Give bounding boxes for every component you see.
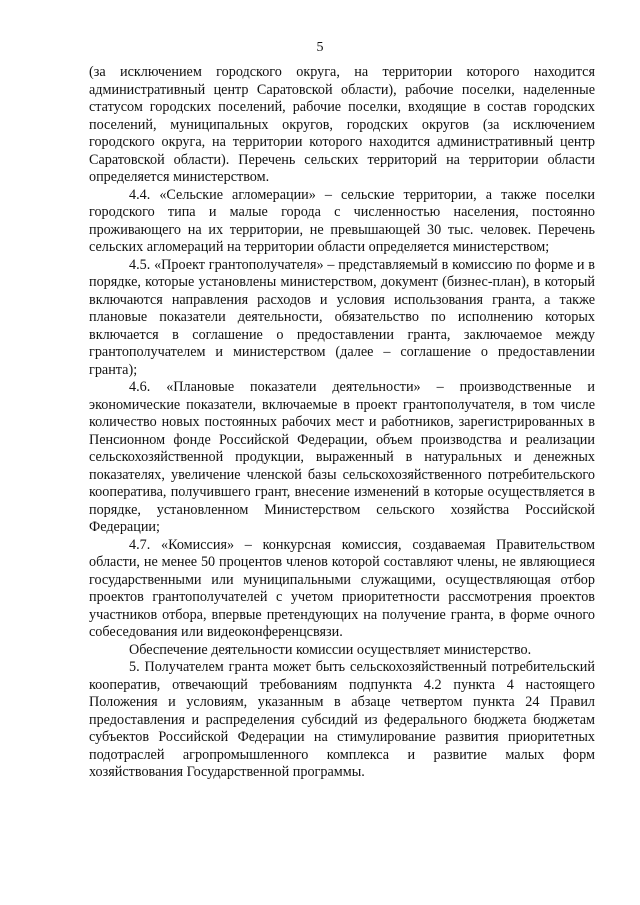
paragraph-5: 5. Получателем гранта может быть сельскохозяйственный потребительский кооператив, отвечающий требованиям подпункта 4.2 пункта 4 настоящего Положения и условиям, указанным в абзаце четвертом пункта 24 Правил предоставления и распределения субсидий из федерального бюджета бюджетам субъектов Российской Федерации на стимулирование развития приоритетных подотраслей агропромышленного комплекса и развитие малых форм хозяйствования Государственной программы. [89, 659, 595, 780]
document-body [89, 64, 595, 782]
paragraph-commission-support: Обеспечение деятельности комиссии осуществляет министерство. [129, 641, 532, 658]
paragraph-4-6: 4.6. «Плановые показатели деятельности» – производственные и экономические показатели, включаемые в проект грантополучателя, в том числе количество новых постоянных рабочих мест и работников, зарегистрированных в Пенсионном фонде Российской Федерации, объем производства и реализации сельскохозяйственной продукции, выраженный в натуральных и денежных показателях, увеличение членской базы сельскохозяйственного потребительского кооператива, получившего грант, внесение изменений в которые осуществляется в порядке, установленном Министерством сельского хозяйства Российской Федерации; [89, 379, 595, 535]
paragraph-4-5: 4.5. «Проект грантополучателя» – представляемый в комиссию по форме и в порядке, которые установлены министерством, документ (бизнес-план), в который включаются направления расходов и условия использования гранта, а также плановые показатели деятельности, обязательство по исполнению которых включается в соглашение о предоставлении гранта, заключаемое между грантополучателем и министерством (далее – соглашение о предоставлении гранта); [89, 256, 595, 378]
paragraph-continuation: (за исключением городского округа, на территории которого находится административный центр Саратовской области), рабочие поселки, наделенные статусом городских поселений, рабочие поселки, входящие в состав городских поселений, муниципальных округов, городских округов (за исключением городского округа, на территории которого находится административный центр Саратовской области). Перечень сельских территорий на территории области определяется министерством. [89, 64, 595, 185]
paragraph-4-7: 4.7. «Комиссия» – конкурсная комиссия, создаваемая Правительством области, не менее 50 процентов членов которой составляют члены, не являющиеся государственными или муниципальными служащими, осуществляющая отбор проектов грантополучателей с учетом приоритетности рассмотрения проектов участников отбора, впервые претендующих на получение гранта, в форме очного собеседования или видеоконференцсвязи. [89, 536, 595, 640]
page-number: 5 [316, 40, 324, 55]
paragraph-4-4: 4.4. «Сельские агломерации» – сельские территории, а также поселки городского типа и малые города с численностью населения, постоянно проживающего на их территории, не превышающей 30 тыс. человек. Перечень сельских агломераций на территории области определяется министерством; [89, 186, 595, 255]
